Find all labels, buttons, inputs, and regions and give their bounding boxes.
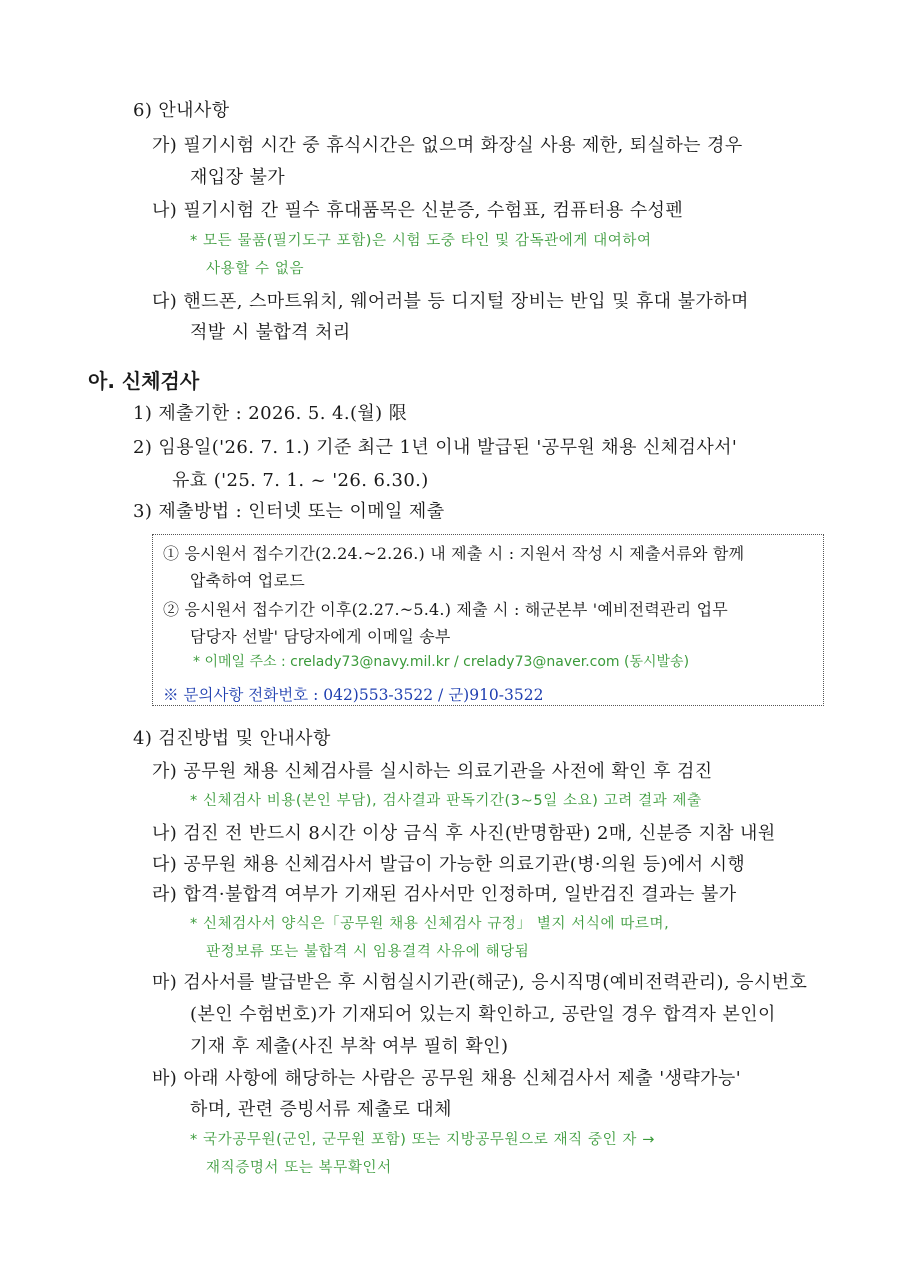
section-a-heading: 아. 신체검사 xyxy=(88,369,200,393)
sec-a-item2-line1: 2) 임용일('26. 7. 1.) 기준 최근 1년 이내 발급된 '공무원 채용 신체검사서' xyxy=(133,437,738,458)
sec6-item-da-line2: 적발 시 불합격 처리 xyxy=(190,322,351,343)
box-inquiry-phone: ※ 문의사항 전화번호 : 042)553-3522 / 군)910-3522 xyxy=(163,686,544,704)
sec6-note-line1: * 모든 물품(필기도구 포함)은 시험 도중 타인 및 감독관에게 대여하여 xyxy=(190,233,652,249)
sec6-item-da-line1: 다) 핸드폰, 스마트워치, 웨어러블 등 디지털 장비는 반입 및 휴대 불가하며 xyxy=(152,291,749,312)
sec6-item-na: 나) 필기시험 간 필수 휴대품목은 신분증, 수험표, 컴퓨터용 수성펜 xyxy=(152,200,684,221)
section-4-title: 4) 검진방법 및 안내사항 xyxy=(133,728,331,749)
box-case2-line1: ② 응시원서 접수기간 이후(2.27.~5.4.) 제출 시 : 해군본부 '예비전력관리 업무 xyxy=(163,600,728,619)
sec4-item-na: 나) 검진 전 반드시 8시간 이상 금식 후 사진(반명함판) 2매, 신분증 지참 내원 xyxy=(152,823,776,844)
sec-a-item1: 1) 제출기한 : 2026. 5. 4.(월) 限 xyxy=(133,403,408,424)
sec4-item-ra: 라) 합격·불합격 여부가 기재된 검사서만 인정하며, 일반검진 결과는 불가 xyxy=(152,884,737,905)
sec4-ba-note-line1: * 국가공무원(군인, 군무원 포함) 또는 지방공무원으로 재직 중인 자 → xyxy=(190,1132,655,1148)
box-case2-line2: 담당자 선발' 담당자에게 이메일 송부 xyxy=(190,627,451,646)
section-6-title: 6) 안내사항 xyxy=(133,100,230,121)
sec-a-item3: 3) 제출방법 : 인터넷 또는 이메일 제출 xyxy=(133,501,445,522)
sec4-item-ba-line2: 하며, 관련 증빙서류 제출로 대체 xyxy=(190,1099,452,1120)
sec4-ra-note-line1: * 신체검사서 양식은「공무원 채용 신체검사 규정」 별지 서식에 따르며, xyxy=(190,916,670,932)
sec4-item-ma-line1: 마) 검사서를 발급받은 후 시험실시기관(해군), 응시직명(예비전력관리), 응시번호 xyxy=(152,972,808,993)
sec4-item-ba-line1: 바) 아래 사항에 해당하는 사람은 공무원 채용 신체검사서 제출 '생략가능' xyxy=(152,1068,742,1089)
sec4-item-ga: 가) 공무원 채용 신체검사를 실시하는 의료기관을 사전에 확인 후 검진 xyxy=(152,761,713,782)
sec4-item-ma-line3: 기재 후 제출(사진 부착 여부 필히 확인) xyxy=(190,1036,509,1057)
sec6-item-ga-line1: 가) 필기시험 시간 중 휴식시간은 없으며 화장실 사용 제한, 퇴실하는 경우 xyxy=(152,135,743,156)
sec4-ga-note: * 신체검사 비용(본인 부담), 검사결과 판독기간(3~5일 소요) 고려 결과 제출 xyxy=(190,793,702,809)
box-email-note: * 이메일 주소 : crelady73@navy.mil.kr / crelady73@naver.com (동시발송) xyxy=(193,654,690,670)
box-case1-line1: ① 응시원서 접수기간(2.24.~2.26.) 내 제출 시 : 지원서 작성 시 제출서류와 함께 xyxy=(163,544,745,563)
box-case1-line2: 압축하여 업로드 xyxy=(190,571,305,590)
sec-a-item2-line2: 유효 ('25. 7. 1. ~ '26. 6.30.) xyxy=(172,470,429,491)
sec6-item-ga-line2: 재입장 불가 xyxy=(190,167,286,188)
sec4-ba-note-line2: 재직증명서 또는 복무확인서 xyxy=(206,1160,392,1176)
sec6-note-line2: 사용할 수 없음 xyxy=(206,261,305,277)
sec4-item-da: 다) 공무원 채용 신체검사서 발급이 가능한 의료기관(병·의원 등)에서 시행 xyxy=(152,854,746,875)
sec4-item-ma-line2: (본인 수험번호)가 기재되어 있는지 확인하고, 공란일 경우 합격자 본인이 xyxy=(190,1004,776,1025)
sec4-ra-note-line2: 판정보류 또는 불합격 시 임용결격 사유에 해당됨 xyxy=(206,944,530,960)
